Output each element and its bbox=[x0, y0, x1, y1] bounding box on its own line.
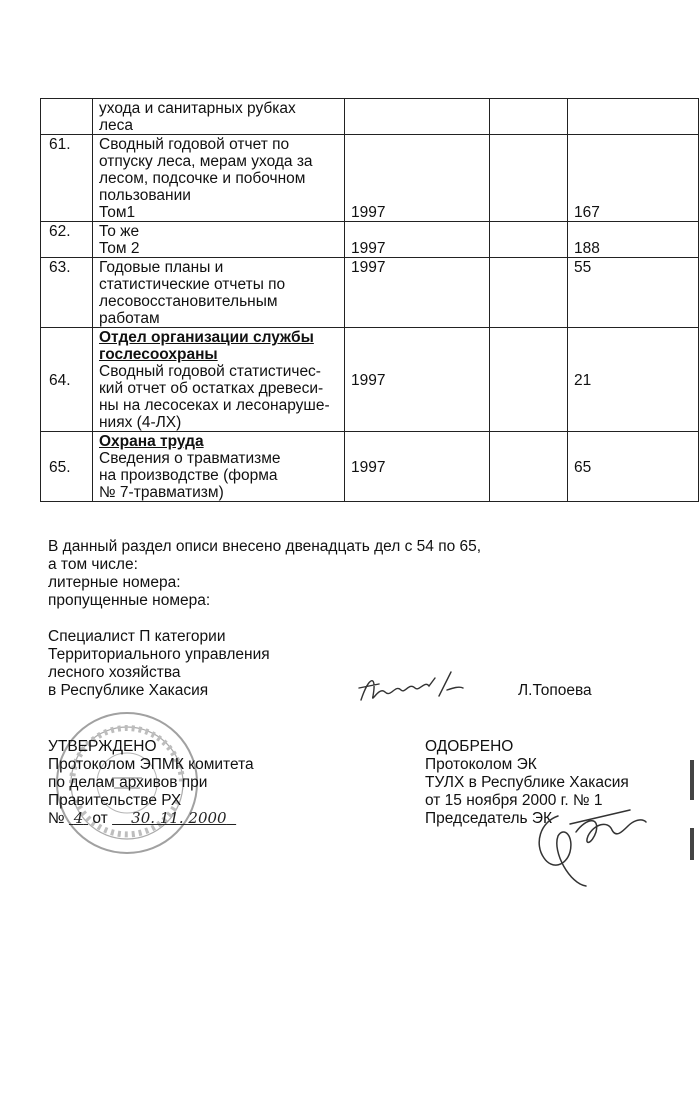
case-title bbox=[93, 328, 345, 432]
case-year: 1997 bbox=[345, 135, 490, 222]
from-label: от bbox=[92, 810, 108, 827]
case-title bbox=[93, 135, 345, 222]
case-title-line: на производстве (форма bbox=[99, 467, 278, 484]
sheet-count: 55 bbox=[568, 258, 699, 328]
table-row bbox=[41, 432, 699, 502]
summary-line: пропущенные номера: bbox=[48, 592, 211, 609]
table-row bbox=[41, 258, 699, 328]
sheet-count: 167 bbox=[568, 135, 699, 222]
scan-edge-mark bbox=[690, 828, 694, 860]
empty-cell bbox=[490, 222, 568, 258]
case-title-line: № 7-травматизм) bbox=[99, 484, 224, 501]
case-number: 64. bbox=[41, 328, 93, 432]
case-title-line: Том 2 bbox=[99, 240, 140, 257]
section-heading: Отдел организации службы гослесоохраны bbox=[99, 329, 314, 363]
case-number: 65. bbox=[41, 432, 93, 502]
empty-cell bbox=[490, 328, 568, 432]
specialist-name: Л.Топоева bbox=[518, 682, 592, 699]
case-title bbox=[93, 258, 345, 328]
case-title bbox=[93, 222, 345, 258]
case-title-line: То же bbox=[99, 223, 140, 240]
approval-right-line: Председатель ЭК bbox=[425, 810, 553, 827]
specialist-line: Специалист П категории bbox=[48, 628, 226, 645]
approval-left-block bbox=[48, 738, 254, 828]
case-title-line: Сведения о травматизме bbox=[99, 450, 281, 467]
case-title-line: Том1 bbox=[99, 204, 136, 221]
approval-left-title: УТВЕРЖДЕНО bbox=[48, 738, 157, 755]
approval-right-line: ТУЛХ в Республике Хакасия bbox=[425, 774, 629, 791]
date-value: 30. 11. 2000 bbox=[131, 809, 227, 827]
case-number: 61. bbox=[41, 135, 93, 222]
number-label: № bbox=[48, 810, 65, 827]
case-title-line: Сводный годовой статистичес- bbox=[99, 363, 321, 380]
approval-left-line: по делам архивов при bbox=[48, 774, 208, 791]
empty-cell bbox=[490, 432, 568, 502]
sheet-count: 21 bbox=[568, 328, 699, 432]
specialist-line: в Республике Хакасия bbox=[48, 682, 209, 699]
case-title bbox=[93, 432, 345, 502]
approval-right-line: Протоколом ЭК bbox=[425, 756, 537, 773]
case-number bbox=[41, 99, 93, 135]
case-title-line: лесовосстановительным bbox=[99, 293, 278, 310]
summary-line: а том числе: bbox=[48, 556, 138, 573]
specialist-block bbox=[48, 628, 270, 700]
case-title-line: леса bbox=[99, 117, 134, 134]
table-row bbox=[41, 328, 699, 432]
case-year: 1997 bbox=[345, 258, 490, 328]
case-year bbox=[345, 99, 490, 135]
case-title bbox=[93, 99, 345, 135]
case-number: 63. bbox=[41, 258, 93, 328]
case-title-line: лесом, подсочке и побочном bbox=[99, 170, 306, 187]
section-summary bbox=[48, 538, 481, 610]
case-title-line: пользовании bbox=[99, 187, 191, 204]
case-title-line: отпуску леса, мерам ухода за bbox=[99, 153, 313, 170]
specialist-signature bbox=[355, 666, 465, 710]
summary-line: литерные номера: bbox=[48, 574, 181, 591]
case-title-line: ны на лесосеках и лесонаруше- bbox=[99, 397, 330, 414]
empty-cell bbox=[490, 99, 568, 135]
approval-right-title: ОДОБРЕНО bbox=[425, 738, 514, 755]
scan-edge-mark bbox=[690, 760, 694, 800]
empty-cell bbox=[490, 258, 568, 328]
table-row bbox=[41, 99, 699, 135]
case-year: 1997 bbox=[345, 328, 490, 432]
specialist-line: лесного хозяйства bbox=[48, 664, 181, 681]
table-row bbox=[41, 135, 699, 222]
case-title-line: ухода и санитарных рубках bbox=[99, 100, 296, 117]
summary-line: В данный раздел описи внесено двенадцать дел с 54 по 65, bbox=[48, 538, 482, 555]
table-row bbox=[41, 222, 699, 258]
case-title-line: ниях (4-ЛХ) bbox=[99, 414, 182, 431]
approval-left-number-line bbox=[48, 810, 254, 828]
case-title-line: Годовые планы и bbox=[99, 259, 224, 276]
specialist-line: Территориального управления bbox=[48, 646, 270, 663]
case-number: 62. bbox=[41, 222, 93, 258]
sheet-count bbox=[568, 99, 699, 135]
number-value: 4 bbox=[73, 809, 84, 827]
case-year: 1997 bbox=[345, 222, 490, 258]
section-heading: Охрана труда bbox=[99, 433, 204, 450]
sheet-count: 65 bbox=[568, 432, 699, 502]
sheet-count: 188 bbox=[568, 222, 699, 258]
chairman-signature bbox=[530, 796, 660, 891]
case-title-line: кий отчет об остатках древеси- bbox=[99, 380, 324, 397]
case-title-line: статистические отчеты по bbox=[99, 276, 286, 293]
case-year: 1997 bbox=[345, 432, 490, 502]
approval-right-line: от 15 ноября 2000 г. № 1 bbox=[425, 792, 603, 809]
case-title-line: работам bbox=[99, 310, 160, 327]
empty-cell bbox=[490, 135, 568, 222]
approval-left-line: Протоколом ЭПМК комитета bbox=[48, 756, 254, 773]
case-title-line: Сводный годовой отчет по bbox=[99, 136, 290, 153]
approval-left-line: Правительстве РХ bbox=[48, 792, 182, 809]
inventory-table bbox=[40, 98, 699, 502]
